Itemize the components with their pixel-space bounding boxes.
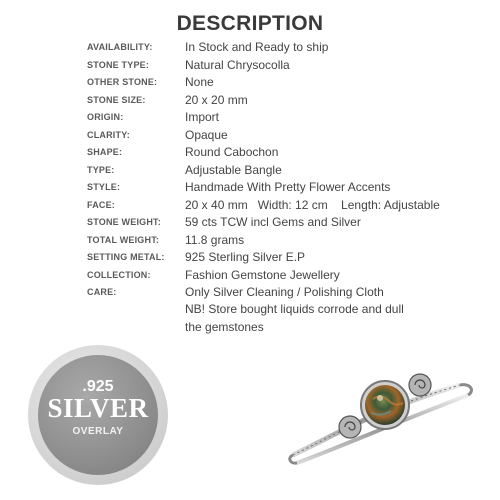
care-note-line-1: NB! Store bought liquids corrode and dull: [185, 302, 404, 316]
spec-label: CLARITY:: [87, 129, 130, 140]
spec-row-shape: [0, 145, 500, 162]
spec-value: 11.8 grams: [185, 232, 245, 247]
spec-label: TYPE:: [87, 164, 115, 175]
spec-row-stone-type: [0, 58, 500, 75]
spec-value: None: [185, 75, 214, 89]
care-note-line-2: the gemstones: [185, 319, 264, 334]
spec-label: STONE TYPE:: [87, 59, 150, 70]
spec-label: ORIGIN:: [87, 112, 124, 122]
spec-row-other-stone: [0, 75, 500, 92]
spec-label: OTHER STONE:: [87, 77, 158, 87]
seal-purity-text: .925: [82, 378, 114, 395]
spec-row-collection: [0, 268, 500, 285]
spec-label: CARE:: [87, 287, 117, 297]
spec-value: Opaque: [185, 127, 228, 142]
spec-value: 59 cts TCW incl Gems and Silver: [185, 215, 361, 229]
spec-value: Only Silver Cleaning / Polishing Cloth: [185, 285, 384, 299]
page-title: DESCRIPTION: [176, 12, 324, 35]
spec-label: SETTING METAL:: [87, 252, 165, 262]
seal-overlay-text: OVERLAY: [72, 426, 124, 437]
spec-value: Round Cabochon: [185, 145, 279, 159]
spec-value: Fashion Gemstone Jewellery: [185, 267, 340, 282]
spec-row-stone-size: [0, 93, 500, 110]
spec-label: TOTAL WEIGHT:: [87, 234, 160, 245]
spec-row-care: [0, 285, 500, 302]
spec-label: STONE WEIGHT:: [87, 217, 161, 227]
spec-row-total-weight: [0, 233, 500, 250]
bangle-product-image: [285, 355, 475, 465]
spec-value: Handmade With Pretty Flower Accents: [185, 180, 391, 194]
spec-row-clarity: [0, 128, 500, 145]
spec-row-availability: [0, 40, 500, 57]
spec-value: 925 Sterling Silver E.P: [185, 250, 306, 264]
spec-value: 20 x 40 mm Width: 12 cm Length: Adjustable: [185, 197, 440, 212]
spec-row-style: [0, 180, 500, 197]
spec-label: AVAILABILITY:: [87, 42, 153, 52]
spec-row-stone-weight: [0, 215, 500, 232]
spec-label: FACE:: [87, 199, 115, 210]
silver-overlay-seal: [28, 345, 168, 485]
spec-value: In Stock and Ready to ship: [185, 40, 329, 54]
spec-row-origin: [0, 110, 500, 127]
spec-value: Natural Chrysocolla: [185, 57, 290, 72]
spec-value: Adjustable Bangle: [185, 162, 282, 177]
seal-silver-text: SILVER: [47, 393, 149, 423]
flower-accent-right: [409, 374, 431, 396]
spec-row-face: [0, 198, 500, 215]
spec-label: COLLECTION:: [87, 269, 151, 280]
spec-value: Import: [185, 110, 220, 124]
spec-row-setting-metal: [0, 250, 500, 267]
spec-value: 20 x 20 mm: [185, 92, 248, 107]
spec-label: SHAPE:: [87, 147, 123, 157]
flower-accent-left: [339, 416, 361, 438]
chrysocolla-stone: [361, 381, 409, 429]
spec-label: STYLE:: [87, 182, 121, 192]
spec-row-type: [0, 163, 500, 180]
spec-label: STONE SIZE:: [87, 94, 146, 105]
